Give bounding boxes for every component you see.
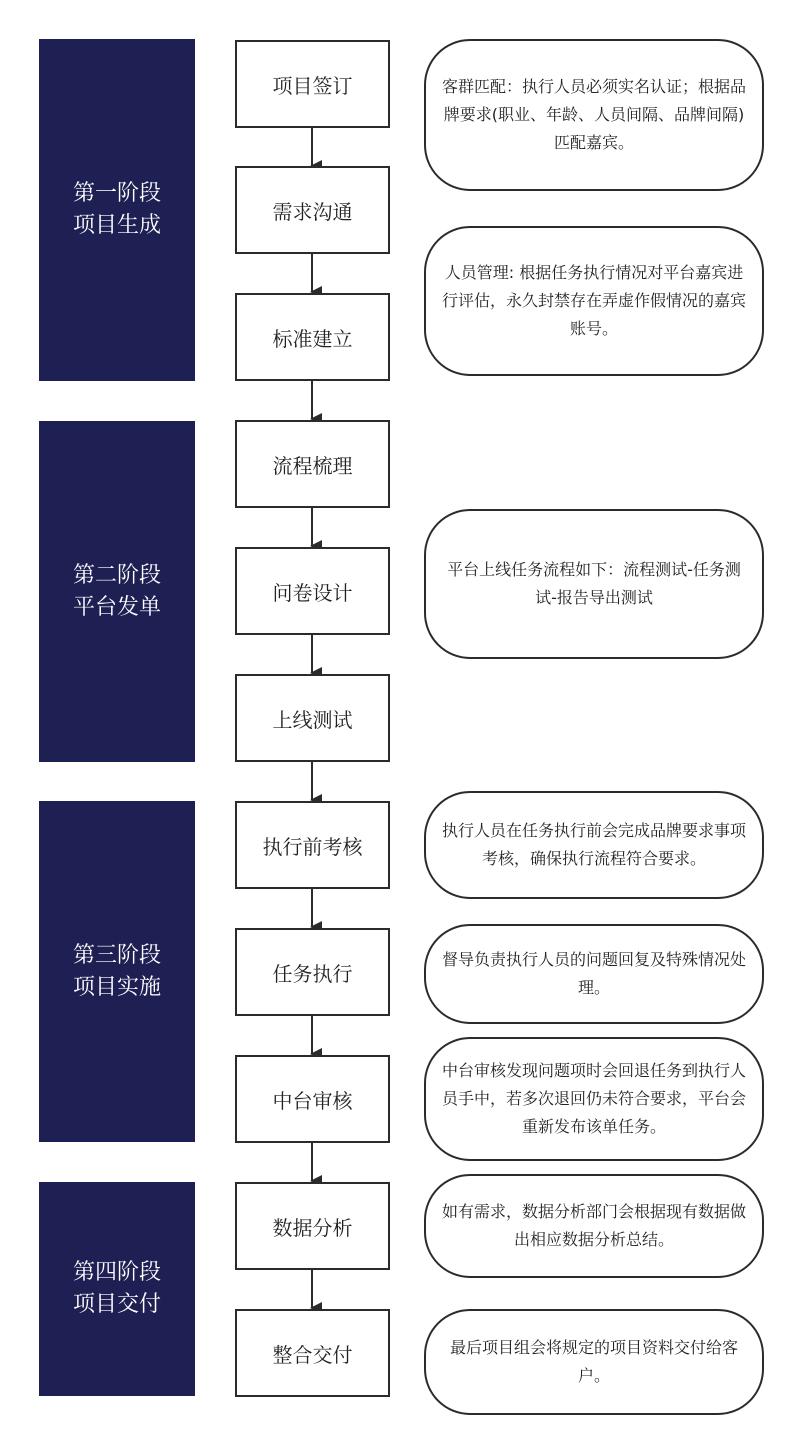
note-text: 人员管理: 根据任务执行情况对平台嘉宾进行评估，永久封禁存在弄虚作假情况的嘉宾账号。 [442,263,747,338]
step-box [235,928,390,1016]
note-text: 执行人员在任务执行前会完成品牌要求事项考核，确保执行流程符合要求。 [442,821,747,868]
step-label: 标准建立 [272,326,353,351]
step-box [235,293,390,381]
note-callout [424,791,764,899]
step-box [235,1182,390,1270]
step-label: 执行前考核 [262,834,363,859]
step-label: 问卷设计 [272,580,353,605]
step-label: 上线测试 [272,707,353,732]
step-box [235,1309,390,1397]
stage-3-label: 第三阶段 项目实施 [72,942,161,1000]
step-label: 任务执行 [272,961,353,986]
note-callout [424,1037,764,1161]
step-box [235,1055,390,1143]
note-callout [424,39,764,191]
step-label: 整合交付 [272,1342,353,1367]
note-text: 平台上线任务流程如下：流程测试-任务测试-报告导出测试 [447,560,741,607]
note-callout [424,509,764,659]
step-box [235,801,390,889]
step-label: 中台审核 [272,1088,353,1113]
note-callout [424,226,764,376]
step-label: 流程梳理 [272,453,353,478]
step-label: 项目签订 [272,73,353,98]
note-text: 最后项目组会将规定的项目资料交付给客户。 [449,1338,738,1385]
note-callout [424,1174,764,1278]
note-text: 中台审核发现问题项时会回退任务到执行人员手中，若多次退回仍未符合要求，平台会重新发布该单任务。 [442,1061,747,1136]
note-callout [424,1309,764,1415]
step-box [235,40,390,128]
note-text: 督导负责执行人员的问题回复及特殊情况处理。 [442,950,747,997]
stage-1-label: 第一阶段 项目生成 [72,181,161,238]
step-box [235,420,390,508]
step-label: 需求沟通 [272,199,353,224]
step-box [235,674,390,762]
note-text: 客群匹配：执行人员必须实名认证；根据品牌要求(职业、年龄、人员间隔、品牌间隔) 匹配嘉宾。 [442,77,747,152]
note-text: 如有需求，数据分析部门会根据现有数据做出相应数据分析总结。 [442,1202,747,1249]
step-box [235,547,390,635]
step-label: 数据分析 [272,1215,353,1240]
step-box [235,166,390,254]
note-callout [424,924,764,1024]
stage-4-label: 第四阶段 项目交付 [72,1260,161,1317]
stage-2-label: 第二阶段 平台发单 [72,562,161,620]
